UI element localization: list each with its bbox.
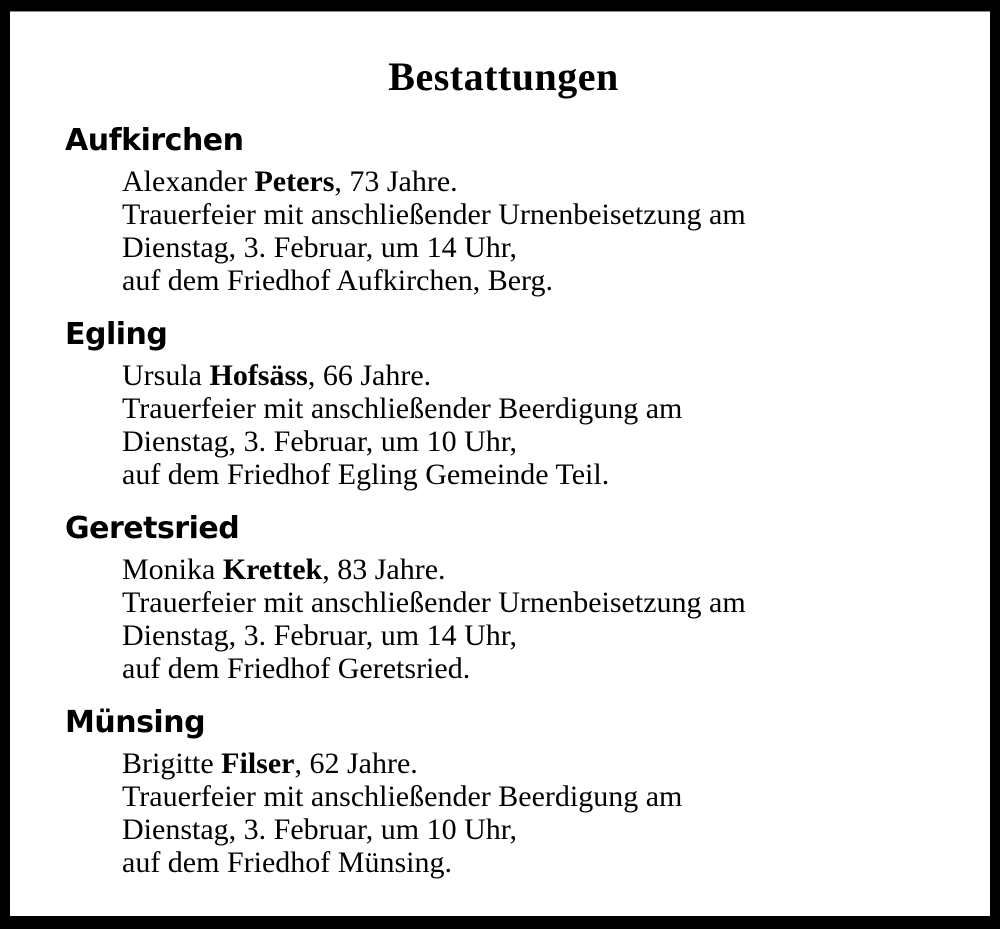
location-heading: Münsing [65,705,206,740]
location-heading: Egling [65,317,168,352]
funeral-entry-geretsried [65,511,942,685]
cemetery-line: auf dem Friedhof Geretsried. [122,652,471,685]
date-time-line: Dienstag, 3. Februar, um 14 Uhr, [122,231,518,264]
page-title: Bestattungen [388,54,619,99]
date-time-line: Dienstag, 3. Februar, um 14 Uhr, [122,619,518,652]
date-time-line: Dienstag, 3. Februar, um 10 Uhr, [122,813,518,846]
deceased-name-line [122,165,942,198]
deceased-last-name: Peters [254,165,335,198]
deceased-age: , 83 Jahre. [322,553,446,586]
deceased-first-name: Ursula [122,359,210,392]
deceased-first-name: Alexander [122,165,255,198]
deceased-first-name: Brigitte [122,747,222,780]
entry-body [122,165,942,297]
location-heading: Aufkirchen [65,123,244,158]
deceased-age: , 73 Jahre. [334,165,458,198]
funeral-entry-aufkirchen [65,123,942,297]
deceased-age: , 62 Jahre. [294,747,418,780]
cemetery-line: auf dem Friedhof Münsing. [122,846,452,879]
entry-body [122,553,942,685]
deceased-name-line [122,553,942,586]
deceased-last-name: Hofsäss [209,359,308,392]
entry-body [122,747,942,879]
entry-body [122,359,942,491]
ceremony-line: Trauerfeier mit anschließender Urnenbeisetzung am [122,586,746,619]
date-time-line: Dienstag, 3. Februar, um 10 Uhr, [122,425,518,458]
cemetery-line: auf dem Friedhof Aufkirchen, Berg. [122,264,554,297]
deceased-name-line [122,747,942,780]
funeral-entry-muensing [65,705,942,879]
page-content [10,11,990,879]
ceremony-line: Trauerfeier mit anschließender Beerdigung am [122,780,683,813]
cemetery-line: auf dem Friedhof Egling Gemeinde Teil. [122,458,610,491]
ceremony-line: Trauerfeier mit anschließender Urnenbeisetzung am [122,198,746,231]
funeral-entry-egling [65,317,942,491]
deceased-last-name: Filser [221,747,295,780]
deceased-age: , 66 Jahre. [307,359,432,392]
ceremony-line: Trauerfeier mit anschließender Beerdigung am [122,392,683,425]
deceased-last-name: Krettek [222,553,323,586]
deceased-name-line [122,359,942,392]
deceased-first-name: Monika [122,553,223,586]
location-heading: Geretsried [65,511,240,546]
